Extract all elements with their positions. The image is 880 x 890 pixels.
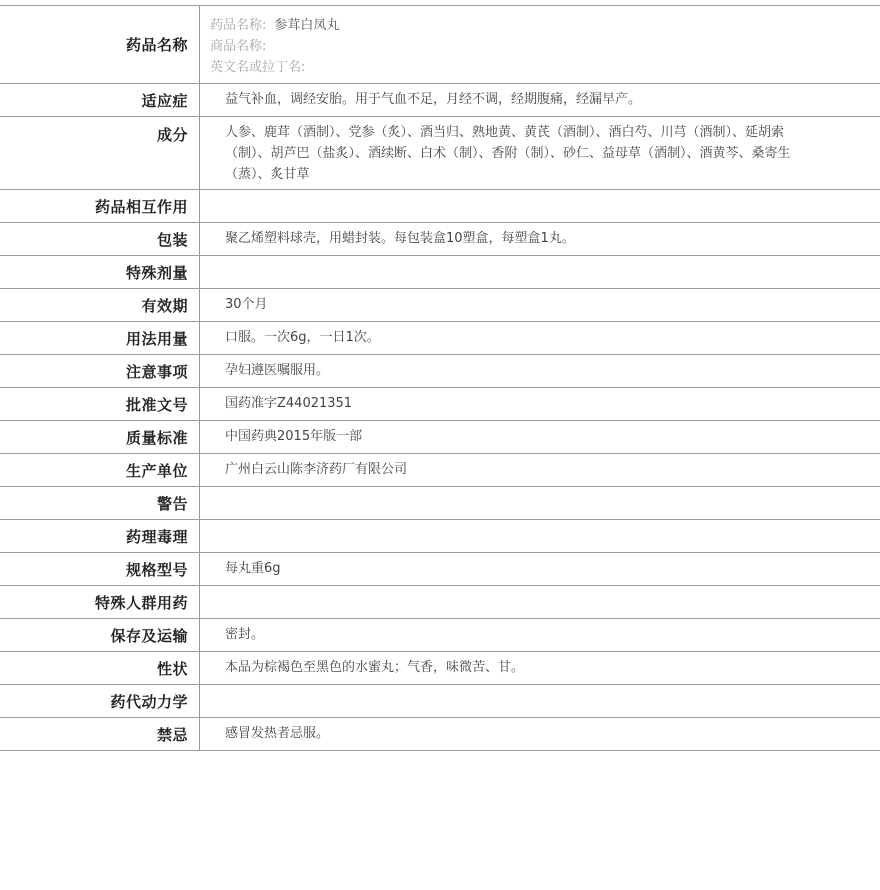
usage-dosage-row xyxy=(0,322,880,355)
shelf-life-value: 30个月 xyxy=(225,297,268,312)
specification-value: 每丸重6g xyxy=(225,561,281,576)
special-dosage-value xyxy=(200,256,880,288)
drug-spec-table xyxy=(0,5,880,751)
usage-dosage-value: 口服。一次6g，一日1次。 xyxy=(225,330,380,345)
special-dosage-label: 特殊剂量 xyxy=(0,256,200,288)
precautions-value: 孕妇遵医嘱服用。 xyxy=(225,363,330,378)
quality-standard-row xyxy=(0,421,880,454)
generic-name-line xyxy=(210,15,820,36)
indication-row xyxy=(0,84,880,117)
approval-number-row xyxy=(0,388,880,421)
generic-name-value: 参茸白凤丸 xyxy=(274,18,340,33)
contraindications-value: 感冒发热者忌服。 xyxy=(225,726,330,741)
interactions-label: 药品相互作用 xyxy=(0,190,200,222)
precautions-label: 注意事项 xyxy=(0,355,200,387)
storage-transport-label: 保存及运输 xyxy=(0,619,200,651)
usage-dosage-label: 用法用量 xyxy=(0,322,200,354)
trade-name-line xyxy=(210,36,820,57)
warning-row xyxy=(0,487,880,520)
pharmacology-toxicology-label: 药理毒理 xyxy=(0,520,200,552)
contraindications-row xyxy=(0,718,880,751)
indication-label: 适应症 xyxy=(0,84,200,116)
drug-name-label: 药品名称 xyxy=(0,6,200,83)
approval-number-label: 批准文号 xyxy=(0,388,200,420)
ingredients-value: 人参、鹿茸（酒制）、党参（炙）、酒当归、熟地黄、黄芪（酒制）、酒白芍、川芎（酒制）、延胡索（制）、胡芦巴（盐炙）、酒续断、白术（制）、香附（制）、砂仁、益母草（酒制）、酒黄芩、桑寄生（蒸）、炙甘草 xyxy=(225,125,791,182)
appearance-label: 性状 xyxy=(0,652,200,684)
warning-label: 警告 xyxy=(0,487,200,519)
pharmacology-toxicology-value xyxy=(200,520,880,552)
packaging-label: 包装 xyxy=(0,223,200,255)
special-populations-label: 特殊人群用药 xyxy=(0,586,200,618)
special-populations-value xyxy=(200,586,880,618)
manufacturer-value: 广州白云山陈李济药厂有限公司 xyxy=(225,462,408,477)
packaging-value: 聚乙烯塑料球壳，用蜡封装。每包装盒10塑盒，每塑盒1丸。 xyxy=(225,231,575,246)
ingredients-label: 成分 xyxy=(0,117,200,189)
interactions-row xyxy=(0,190,880,223)
pharmacology-toxicology-row xyxy=(0,520,880,553)
ingredients-row xyxy=(0,117,880,190)
packaging-row xyxy=(0,223,880,256)
indication-value: 益气补血，调经安胎。用于气血不足，月经不调，经期腹痛，经漏早产。 xyxy=(225,92,642,107)
pharmacokinetics-label: 药代动力学 xyxy=(0,685,200,717)
generic-name-key: 药品名称: xyxy=(210,18,267,33)
pharmacokinetics-row xyxy=(0,685,880,718)
pharmacokinetics-value xyxy=(200,685,880,717)
english-name-line xyxy=(210,57,820,78)
warning-value xyxy=(200,487,880,519)
specification-row xyxy=(0,553,880,586)
trade-name-key: 商品名称: xyxy=(210,39,267,54)
precautions-row xyxy=(0,355,880,388)
quality-standard-label: 质量标准 xyxy=(0,421,200,453)
shelf-life-label: 有效期 xyxy=(0,289,200,321)
storage-transport-row xyxy=(0,619,880,652)
manufacturer-label: 生产单位 xyxy=(0,454,200,486)
special-dosage-row xyxy=(0,256,880,289)
special-populations-row xyxy=(0,586,880,619)
shelf-life-row xyxy=(0,289,880,322)
interactions-value xyxy=(200,190,880,222)
appearance-row xyxy=(0,652,880,685)
appearance-value: 本品为棕褐色至黑色的水蜜丸；气香，味微苦、甘。 xyxy=(225,660,525,675)
specification-label: 规格型号 xyxy=(0,553,200,585)
drug-name-row xyxy=(0,6,880,84)
english-name-key: 英文名或拉丁名: xyxy=(210,60,306,75)
manufacturer-row xyxy=(0,454,880,487)
approval-number-value: 国药准字Z44021351 xyxy=(225,396,353,411)
quality-standard-value: 中国药典2015年版一部 xyxy=(225,429,363,444)
contraindications-label: 禁忌 xyxy=(0,718,200,750)
storage-transport-value: 密封。 xyxy=(225,627,265,642)
drug-name-values xyxy=(200,6,880,83)
